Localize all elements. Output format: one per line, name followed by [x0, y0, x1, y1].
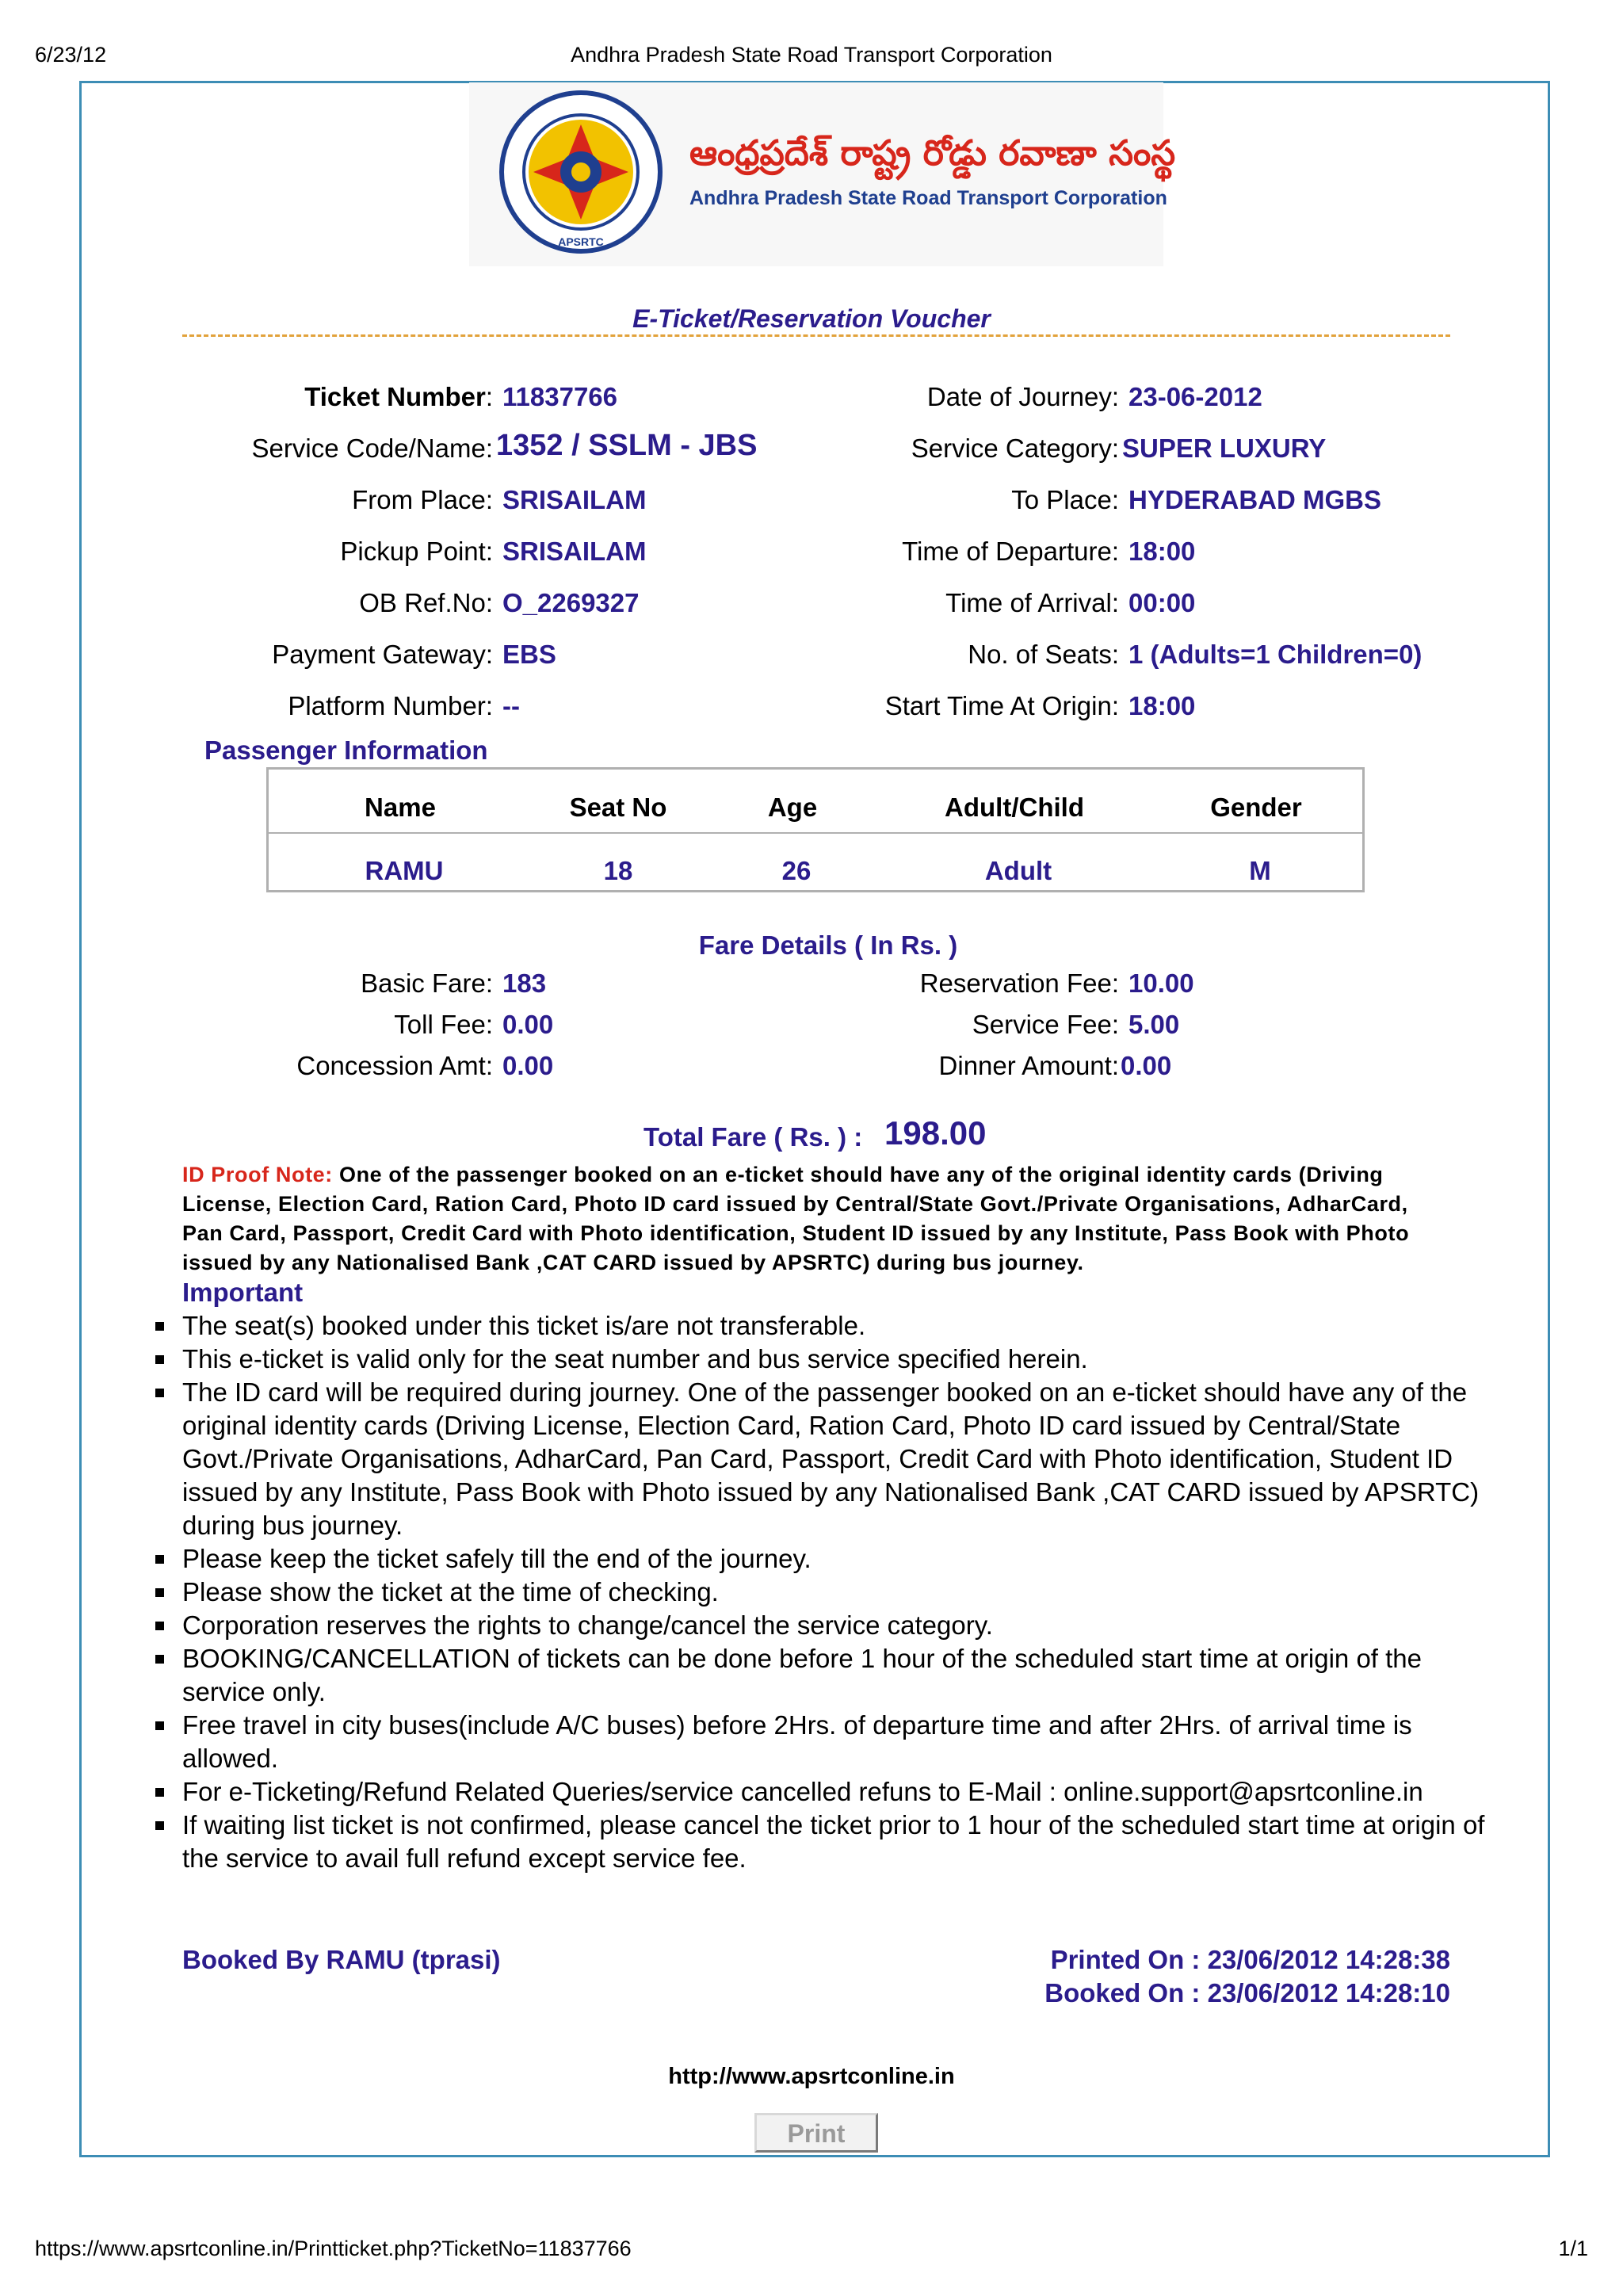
passenger-info-title: Passenger Information — [204, 735, 488, 765]
cell-name: RAMU — [365, 856, 444, 885]
ticket-number: 11837766 — [502, 382, 618, 411]
service-fee: 5.00 — [1128, 1010, 1180, 1039]
cell-age: 26 — [781, 856, 812, 885]
no-of-seats: 1 (Adults=1 Children=0) — [1128, 640, 1423, 669]
list-item: The ID card will be required during journey. One of the passenger booked on an e-ticket should have any of the original identity cards (Driving License, Election Card, Ration Card, Photo ID card issued by Central/State Govt./Private Organisations, AdharCard, Pan Card, Passport, Credit Card with Photo identification, Student ID issued by any Institute, Pass Book with Photo issued by any Nationalised Bank ,CAT CARD issued by APSRTC) during bus journey. — [182, 1376, 1498, 1542]
important-title: Important — [182, 1278, 304, 1307]
logo-telugu-name: ఆంధ్రప్రదేశ్ రాష్ట్ర రోడ్డు రవాణా సంస్థ — [689, 133, 1176, 174]
list-item: Please show the ticket at the time of checking. — [182, 1576, 1498, 1609]
pickup-point: SRISAILAM — [502, 537, 647, 566]
concession: 0.00 — [502, 1051, 554, 1080]
ob-ref: O_2269327 — [502, 588, 640, 617]
service-code-label: Service Code/Name: — [251, 434, 493, 463]
platform-number-label: Platform Number: — [288, 691, 493, 720]
logo-english-name: Andhra Pradesh State Road Transport Corporation — [689, 187, 1167, 209]
booked-on: Booked On : 23/06/2012 14:28:10 — [1044, 1978, 1450, 2008]
list-item: Please keep the ticket safely till the end of the journey. — [182, 1542, 1498, 1576]
id-proof-note — [182, 1160, 1450, 1278]
booked-by: Booked By RAMU (tprasi) — [182, 1945, 501, 1974]
from-place: SRISAILAM — [502, 485, 647, 514]
list-item: Corporation reserves the rights to change/cancel the service category. — [182, 1609, 1498, 1642]
toll-fee-label: Toll Fee: — [394, 1010, 493, 1039]
dashed-divider — [182, 334, 1450, 337]
cell-adult-child: Adult — [984, 856, 1052, 885]
time-of-departure: 18:00 — [1128, 537, 1196, 566]
site-url[interactable]: http://www.apsrtconline.in — [668, 2064, 955, 2089]
cell-gender: M — [1249, 856, 1271, 885]
list-item: Free travel in city buses(include A/C buses) before 2Hrs. of departure time and after 2Hrs. of arrival time is allowed. — [182, 1709, 1498, 1775]
table-header-divider — [266, 832, 1365, 834]
list-item: For e-Ticketing/Refund Related Queries/service cancelled refuns to E-Mail : online.support@apsrtconline.in — [182, 1775, 1498, 1809]
to-place-label: To Place: — [1011, 485, 1119, 514]
important-list — [151, 1309, 1498, 1875]
list-item: If waiting list ticket is not confirmed, please cancel the ticket prior to 1 hour of the scheduled start time at origin of the service to avail full refund except service fee. — [182, 1809, 1498, 1875]
platform-number: -- — [502, 691, 520, 720]
date-of-journey: 23-06-2012 — [1128, 382, 1262, 411]
start-time: 18:00 — [1128, 691, 1196, 720]
no-of-seats-label: No. of Seats: — [968, 640, 1119, 669]
service-code: 1352 / SSLM - JBS — [496, 429, 758, 462]
to-place: HYDERABAD MGBS — [1128, 485, 1382, 514]
concession-label: Concession Amt: — [296, 1051, 493, 1080]
print-page-number: 1/1 — [1558, 2237, 1588, 2260]
print-button[interactable]: Print — [754, 2113, 878, 2153]
print-header-title: Andhra Pradesh State Road Transport Corporation — [571, 43, 1052, 67]
time-of-arrival: 00:00 — [1128, 588, 1196, 617]
reservation-fee-label: Reservation Fee: — [919, 968, 1119, 998]
list-item: BOOKING/CANCELLATION of tickets can be done before 1 hour of the scheduled start time at origin of the service only. — [182, 1642, 1498, 1709]
col-header-adult-child: Adult/Child — [945, 793, 1084, 822]
payment-gateway: EBS — [502, 640, 556, 669]
service-fee-label: Service Fee: — [972, 1010, 1119, 1039]
total-fare: 198.00 — [884, 1114, 987, 1152]
emblem-text: APSRTC — [558, 235, 604, 248]
payment-gateway-label: Payment Gateway: — [272, 640, 493, 669]
col-header-age: Age — [767, 793, 818, 822]
id-proof-text: One of the passenger booked on an e-ticket should have any of the original identity cards (Driving License, Election Card, Ration Card, Photo ID card issued by Central/State Govt./Private Organisations, AdharCard, Pan Card, Passport, Credit Card with Photo identification, Student ID issued by any Institute, Pass Book with Photo issued by any Nationalised Bank ,CAT CARD issued by APSRTC) during bus journey. — [182, 1163, 1410, 1274]
total-fare-label: Total Fare ( Rs. ) : — [643, 1122, 863, 1152]
col-header-seat-no: Seat No — [569, 793, 667, 822]
pickup-point-label: Pickup Point: — [340, 537, 493, 566]
time-of-arrival-label: Time of Arrival: — [945, 588, 1119, 617]
reservation-fee: 10.00 — [1128, 968, 1194, 998]
cell-seat-no: 18 — [603, 856, 633, 885]
ticket-number-label: Ticket Number: — [304, 382, 493, 411]
date-of-journey-label: Date of Journey: — [926, 382, 1119, 411]
col-header-name: Name — [365, 793, 436, 822]
id-proof-label: ID Proof Note: — [182, 1163, 333, 1186]
basic-fare-label: Basic Fare: — [361, 968, 493, 998]
toll-fee: 0.00 — [502, 1010, 554, 1039]
print-footer-url: https://www.apsrtconline.in/Printticket.php?TicketNo=11837766 — [35, 2237, 632, 2260]
apsrtc-emblem — [498, 89, 664, 255]
list-item: The seat(s) booked under this ticket is/are not transferable. — [182, 1309, 1498, 1343]
service-category-label: Service Category: — [911, 434, 1119, 463]
voucher-title: E-Ticket/Reservation Voucher — [632, 304, 991, 333]
fare-details-title: Fare Details ( In Rs. ) — [698, 930, 958, 960]
printed-on: Printed On : 23/06/2012 14:28:38 — [1050, 1945, 1450, 1974]
basic-fare: 183 — [502, 968, 547, 998]
start-time-label: Start Time At Origin: — [884, 691, 1119, 720]
list-item: This e-ticket is valid only for the seat number and bus service specified herein. — [182, 1343, 1498, 1376]
print-date: 6/23/12 — [35, 43, 107, 67]
service-category: SUPER LUXURY — [1122, 434, 1327, 463]
dinner-amount-label: Dinner Amount: — [938, 1051, 1119, 1080]
col-header-gender: Gender — [1210, 793, 1302, 822]
dinner-amount: 0.00 — [1121, 1051, 1172, 1080]
ob-ref-label: OB Ref.No: — [359, 588, 493, 617]
from-place-label: From Place: — [352, 485, 493, 514]
time-of-departure-label: Time of Departure: — [902, 537, 1119, 566]
